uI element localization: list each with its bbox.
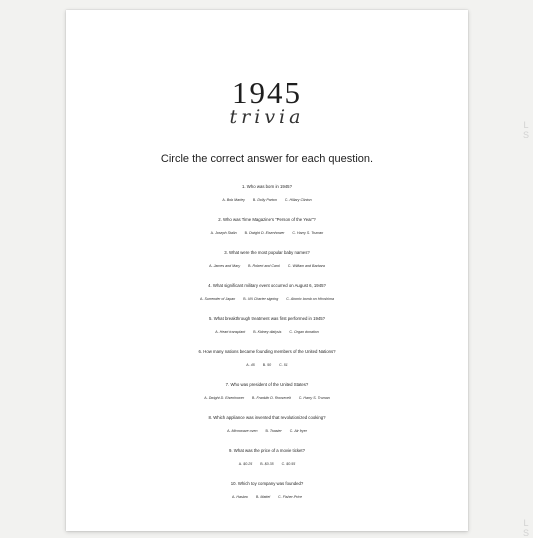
option-letter: B. [252,395,256,400]
option-letter: C. [284,197,289,202]
answer-options [66,392,468,405]
option-value: Surrender of Japan [204,296,236,301]
option-letter: A. [227,428,231,433]
option-value: 45 [250,362,255,367]
question-text: 8. Which appliance was invented that revolutionized cooking? [208,415,326,420]
answer-option[interactable] [288,260,325,273]
option-letter: A. [209,263,213,268]
question-text: 7. Who was president of the United States? [225,382,309,387]
option-value: Dwight D. Eisenhower [208,395,245,400]
instructions: Circle the correct answer for each question. [160,153,374,165]
answer-option[interactable] [253,326,281,339]
option-value: $0.35 [264,461,274,466]
answer-options [66,194,468,207]
option-letter: A. [210,230,215,235]
title-year: 1945 [232,75,302,110]
option-letter: C. [292,230,297,235]
question-text: 2. Who was Time Magazine’s “Person of the Year”? [218,217,316,222]
answer-option[interactable] [253,194,277,207]
answer-option[interactable] [289,326,318,339]
answer-option[interactable] [243,293,278,306]
option-value: Hasbro [236,494,248,499]
option-value: 50 [267,362,272,367]
answer-option[interactable] [265,425,281,438]
option-letter: C. [289,428,294,433]
answer-option[interactable] [246,359,254,372]
option-letter: C. [278,494,282,499]
option-letter: B. [244,230,249,235]
answer-option[interactable] [292,227,323,240]
option-letter: C. [289,329,293,334]
answer-options [66,425,468,438]
answer-option[interactable] [256,491,270,504]
option-letter: B. [262,362,267,367]
option-value: Toaster [269,428,282,433]
trivia-card [66,10,468,531]
question-text: 3. What were the most popular baby names? [224,250,310,255]
answer-option[interactable] [211,227,237,240]
answer-option[interactable] [282,458,296,471]
answer-option[interactable] [227,425,257,438]
option-value: Air fryer [294,428,307,433]
option-value: William and Barbara [292,263,325,268]
question-text: 1. Who was born in 1945? [242,184,292,189]
option-value: Fisher-Price [282,494,303,499]
option-value: Robert and Carol [252,263,280,268]
answer-options [66,326,468,339]
answer-option[interactable] [279,359,288,372]
answer-options [66,491,468,504]
option-letter: B. [248,263,252,268]
option-value: Bob Marley [226,197,245,202]
answer-option[interactable] [286,293,334,306]
option-letter: B. [243,296,247,301]
option-value: Dwight D. Eisenhower [249,230,285,235]
answer-option[interactable] [204,392,244,405]
option-value: $0.55 [286,461,296,466]
option-value: Atomic bomb on Hiroshima [290,296,334,301]
answer-option[interactable] [232,491,248,504]
question-4 [66,279,468,312]
option-value: Mattel [260,494,271,499]
option-value: James and Mary [213,263,241,268]
question-6 [66,345,468,378]
question-2 [66,213,468,246]
option-letter: A. [204,395,208,400]
option-value: Dolly Parton [257,197,277,202]
answer-option[interactable] [209,260,240,273]
option-letter: B. [260,461,264,466]
option-letter: A. [246,362,250,367]
questions-list [66,180,468,510]
option-letter: C. [281,461,286,466]
option-letter: C. [279,362,283,367]
question-10 [66,477,468,510]
option-letter: C. [286,296,290,301]
question-text: 5. What breakthrough treatment was first performed in 1945? [208,316,326,321]
answer-option[interactable] [299,392,330,405]
option-value: $0.25 [243,461,253,466]
option-letter: C. [298,395,303,400]
option-letter: A. [231,494,236,499]
answer-option[interactable] [285,194,312,207]
option-value: Franklin D. Roosevelt [256,395,291,400]
answer-option[interactable] [263,359,271,372]
question-text: 6. How many nations became founding members of the United Nations? [198,349,336,354]
option-letter: B. [255,494,260,499]
option-letter: B. [265,428,269,433]
answer-options [66,227,468,240]
option-value: 51 [283,362,288,367]
option-value: Organ donation [293,329,319,334]
question-7 [66,378,468,411]
question-9 [66,444,468,477]
answer-option[interactable] [252,392,291,405]
option-value: Joseph Stalin [215,230,237,235]
question-5 [66,312,468,345]
answer-option[interactable] [215,326,245,339]
option-value: Kidney dialysis [257,329,282,334]
option-value: UN Charter signing [247,296,279,301]
option-letter: A. [238,461,243,466]
question-8 [66,411,468,444]
question-3 [66,246,468,279]
answer-option[interactable] [290,425,307,438]
option-value: Harry S. Truman [303,395,330,400]
option-value: Hillary Clinton [289,197,312,202]
question-text: 10. Which toy company was founded? [230,481,304,486]
option-letter: A. [222,197,226,202]
answer-option[interactable] [248,260,280,273]
answer-option[interactable] [245,227,285,240]
option-letter: C. [287,263,292,268]
answer-options [66,458,468,471]
answer-option[interactable] [200,293,235,306]
answer-option[interactable] [278,491,302,504]
watermark: L S [522,120,529,140]
answer-options [66,293,468,306]
answer-options [66,359,468,372]
answer-option[interactable] [222,194,245,207]
question-text: 9. What was the price of a movie ticket? [229,448,305,453]
watermark: L S [522,518,529,538]
title-script: trivia [229,106,305,128]
option-letter: B. [253,329,257,334]
option-value: Microwave oven [231,428,258,433]
option-letter: A. [215,329,219,334]
answer-options [66,260,468,273]
option-value: Heart transplant [219,329,246,334]
option-letter: A. [200,296,204,301]
question-text: 4. What significant military event occurred on August 6, 1945? [208,283,326,288]
question-1 [66,180,468,213]
option-letter: B. [252,197,257,202]
option-value: Harry S. Truman [297,230,324,235]
answer-option[interactable] [260,458,273,471]
answer-option[interactable] [239,458,252,471]
